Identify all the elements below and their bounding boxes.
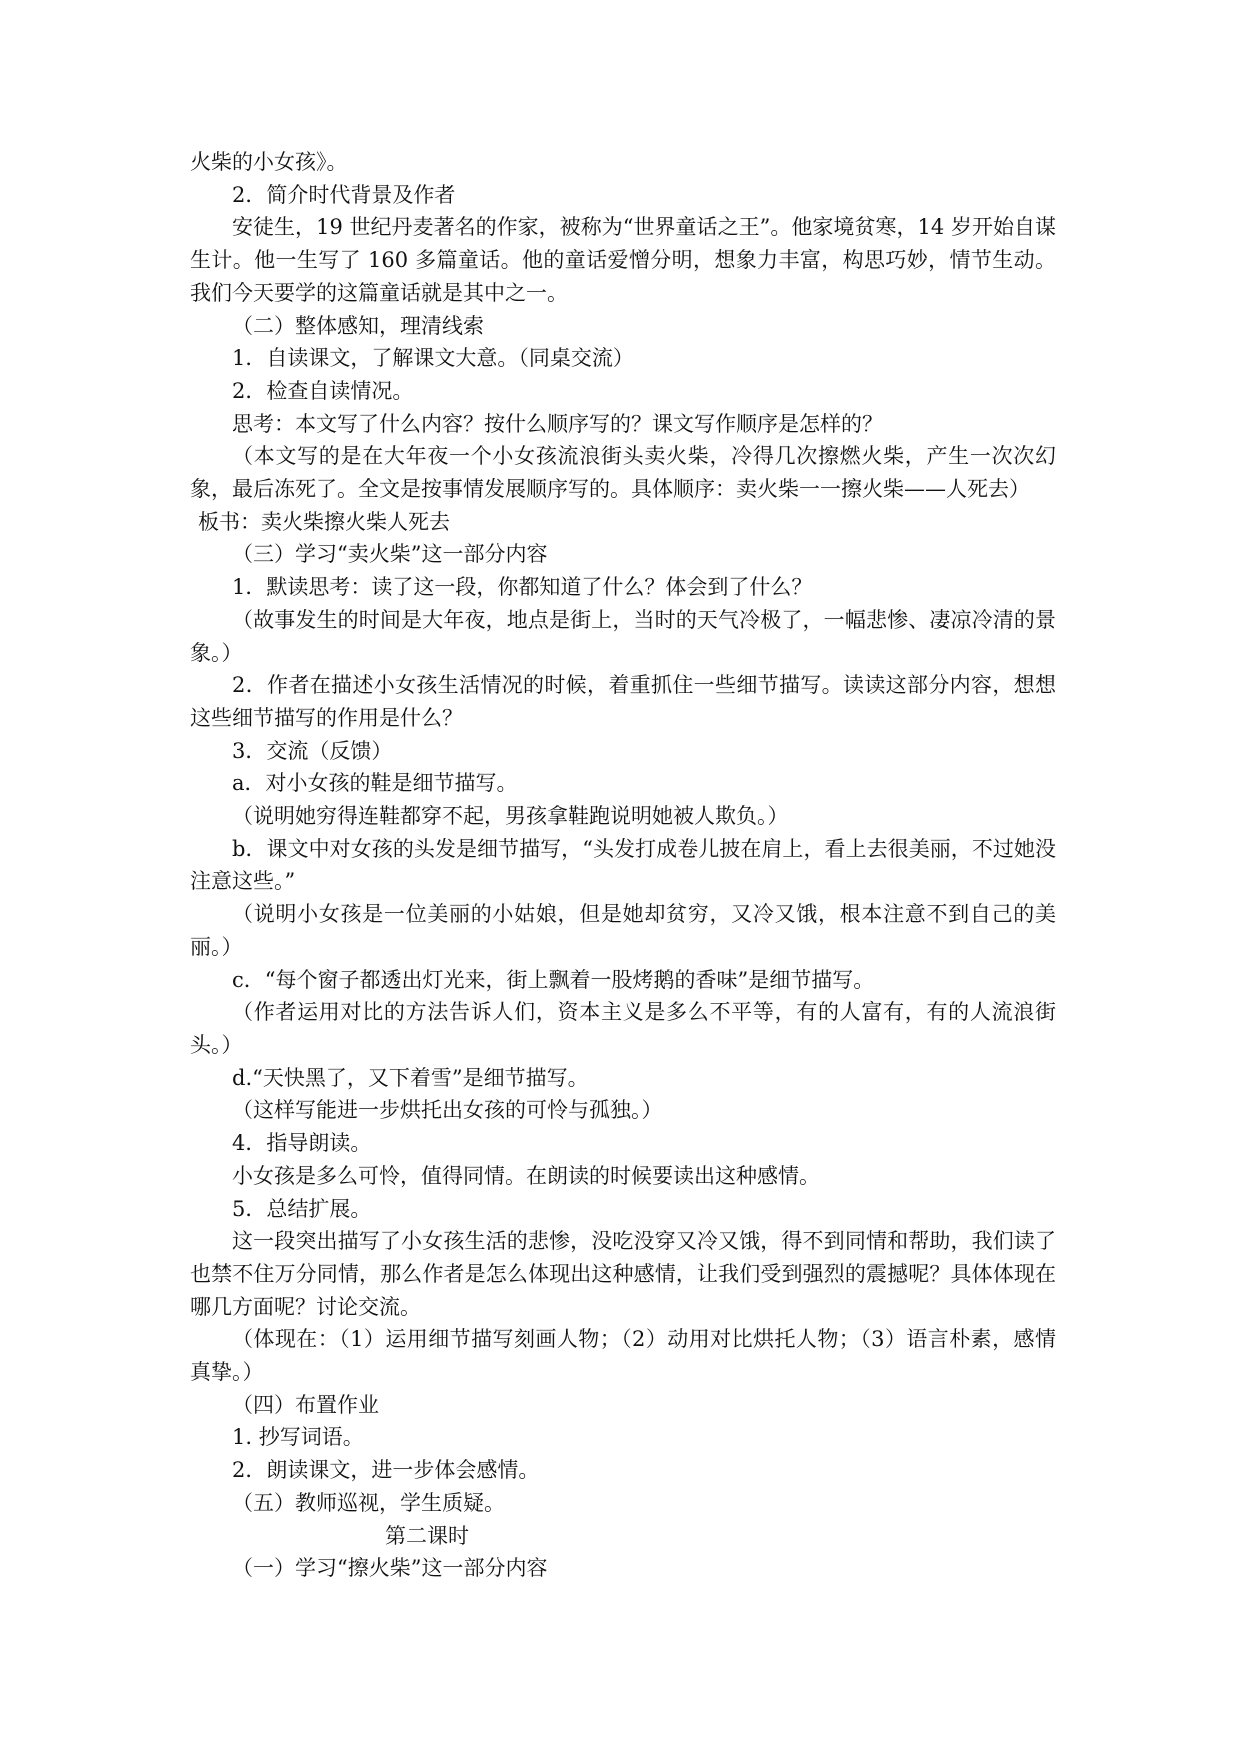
paragraph: 1．默读思考：读了这一段，你都知道了什么？体会到了什么？ bbox=[232, 575, 813, 600]
paragraph: 这一段突出描写了小女孩生活的悲惨，没吃没穿又冷又饿，得不到同情和帮助，我们读了也禁不住万分同情，那么作者是怎么体现出这种感情，让我们受到强烈的震撼呢？具体体现在哪几方面呢？讨论交流。 bbox=[190, 1229, 1056, 1319]
blackboard-note: 板书：卖火柴擦火柴人死去 bbox=[198, 509, 450, 534]
section-heading: （一）学习“擦火柴”这一部分内容 bbox=[232, 1556, 548, 1581]
paragraph: 1．自读课文，了解课文大意。（同桌交流） bbox=[232, 346, 634, 371]
paragraph: b．课文中对女孩的头发是细节描写，“头发打成卷儿披在肩上，看上去很美丽，不过她没注意这些。” bbox=[190, 836, 1056, 894]
paragraph: 火柴的小女孩》。 bbox=[190, 150, 348, 174]
paragraph: （说明她穷得连鞋都穿不起，男孩拿鞋跑说明她被人欺负。） bbox=[232, 804, 789, 829]
paragraph: 安徒生，19 世纪丹麦著名的作家，被称为“世界童话之王”。他家境贫寒，14 岁开始自谋生计。他一生写了 160 多篇童话。他的童话爱憎分明，想象力丰富，构思巧妙，情节生动。我们今天要学的这篇童话就是其中之一。 bbox=[190, 215, 1056, 305]
paragraph: 思考：本文写了什么内容？按什么顺序写的？课文写作顺序是怎样的？ bbox=[232, 411, 883, 436]
section-heading: （三）学习“卖火柴”这一部分内容 bbox=[232, 542, 548, 567]
section-heading: （五）教师巡视，学生质疑。 bbox=[232, 1490, 505, 1515]
section-heading: （二）整体感知，理清线索 bbox=[232, 313, 484, 338]
paragraph: 2．作者在描述小女孩生活情况的时候，着重抓住一些细节描写。读读这部分内容，想想这些细节描写的作用是什么？ bbox=[190, 673, 1056, 730]
section-heading: 2．简介时代背景及作者 bbox=[232, 182, 456, 207]
section-heading: （四）布置作业 bbox=[232, 1392, 379, 1417]
paragraph: （体现在：（1）运用细节描写刻画人物；（2）动用对比烘托人物；（3）语言朴素，感情真挚。） bbox=[190, 1327, 1056, 1385]
document-body bbox=[190, 146, 1056, 1585]
paragraph: a．对小女孩的鞋是细节描写。 bbox=[232, 771, 518, 796]
paragraph: 5．总结扩展。 bbox=[232, 1196, 372, 1221]
paragraph: 2．检查自读情况。 bbox=[232, 378, 414, 403]
paragraph: 3．交流（反馈） bbox=[232, 738, 393, 763]
paragraph: 小女孩是多么可怜，值得同情。在朗读的时候要读出这种感情。 bbox=[232, 1163, 820, 1188]
paragraph: （作者运用对比的方法告诉人们，资本主义是多么不平等，有的人富有，有的人流浪街头。） bbox=[190, 1000, 1056, 1057]
paragraph: d.“天快黑了，又下着雪”是细节描写。 bbox=[232, 1065, 589, 1090]
paragraph: 2．朗读课文，进一步体会感情。 bbox=[232, 1458, 540, 1483]
paragraph: （故事发生的时间是大年夜，地点是街上，当时的天气冷极了，一幅悲惨、凄凉冷清的景象。） bbox=[190, 607, 1056, 665]
paragraph: （说明小女孩是一位美丽的小姑娘，但是她却贫穷，又冷又饿，根本注意不到自己的美丽。） bbox=[190, 902, 1056, 959]
paragraph: c．“每个窗子都透出灯光来，街上飘着一股烤鹅的香味”是细节描写。 bbox=[232, 967, 875, 992]
lesson-title: 第二课时 bbox=[385, 1523, 469, 1548]
paragraph: 4．指导朗读。 bbox=[232, 1131, 372, 1156]
paragraph: （这样写能进一步烘托出女孩的可怜与孤独。） bbox=[232, 1098, 663, 1123]
paragraph: 1. 抄写词语。 bbox=[232, 1425, 364, 1450]
paragraph: （本文写的是在大年夜一个小女孩流浪街头卖火柴，冷得几次擦燃火柴，产生一次次幻象，最后冻死了。全文是按事情发展顺序写的。具体顺序：卖火柴一一擦火柴——人死去） bbox=[190, 444, 1056, 502]
